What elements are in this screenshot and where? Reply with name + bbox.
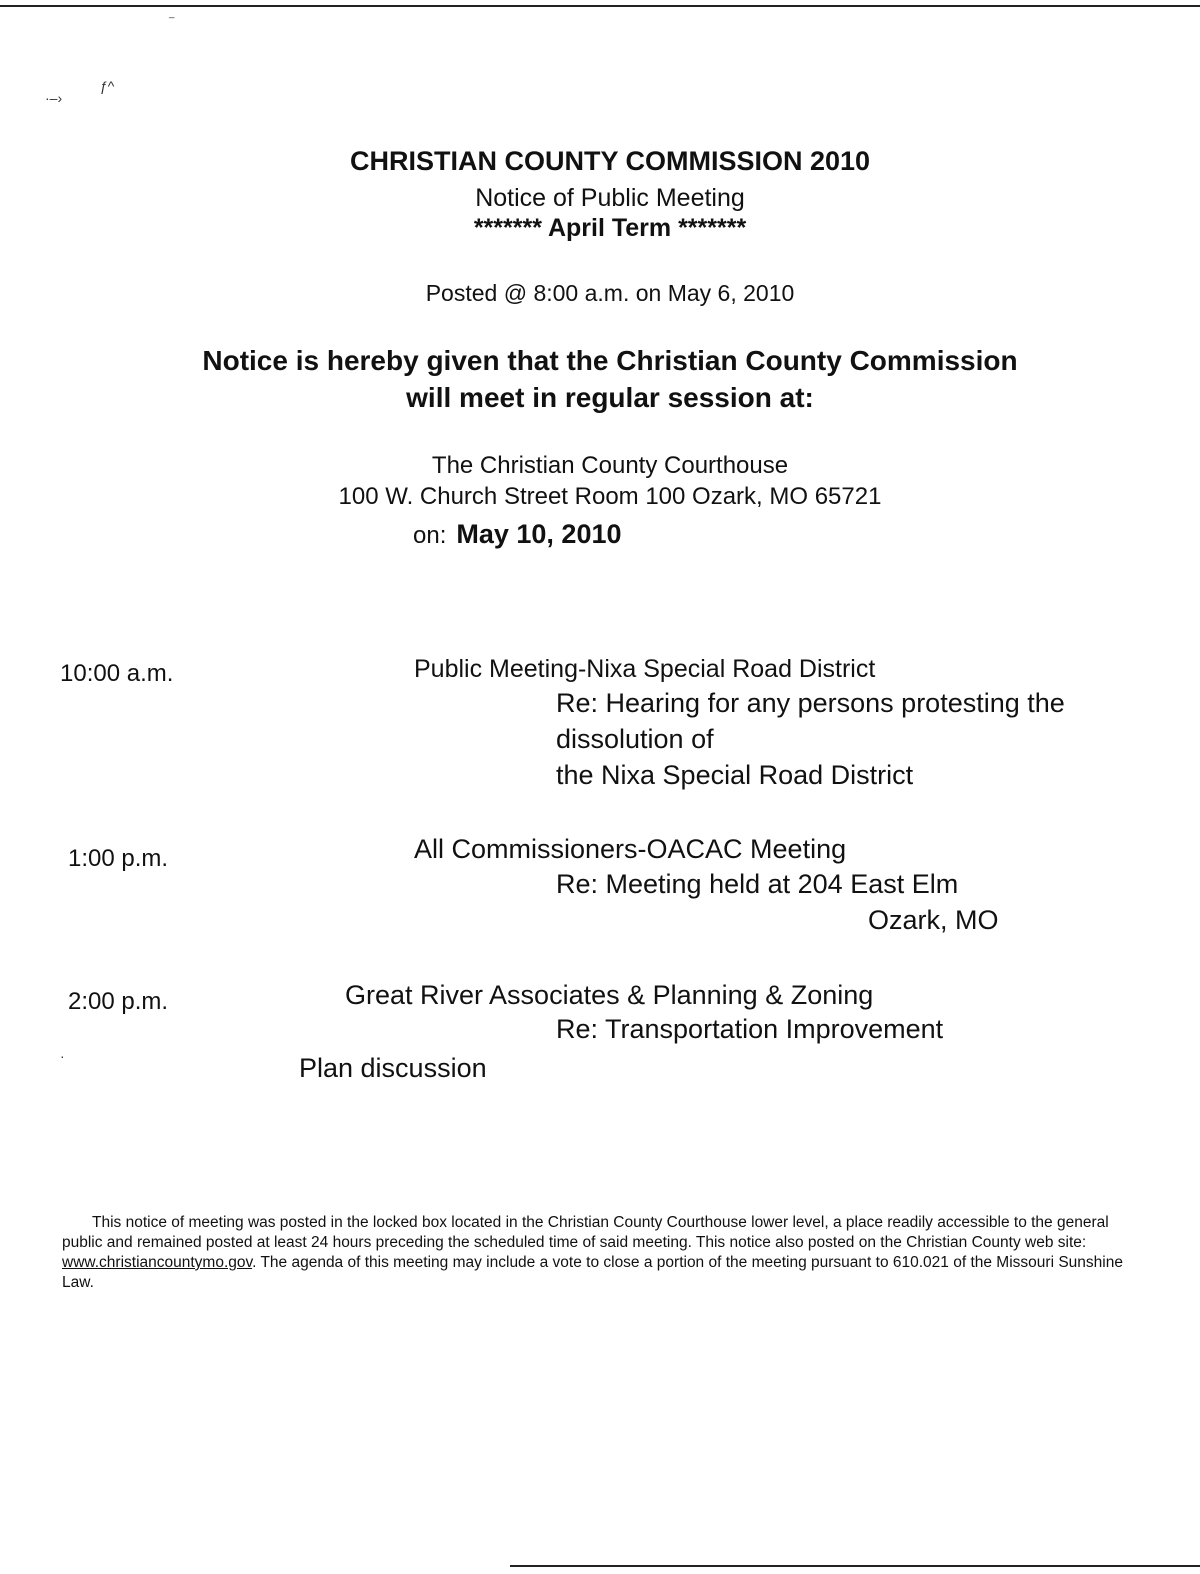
notice-line-1: Notice is hereby given that the Christian County Commission [202, 345, 1018, 376]
agenda-re-line: Re: Meeting held at 204 East Elm [556, 869, 959, 899]
on-label: on: [413, 522, 447, 549]
posting-notice-footer [62, 1213, 1142, 1293]
document-title: CHRISTIAN COUNTY COMMISSION 2010 [349, 146, 871, 176]
website-link[interactable]: www.christiancountymo.gov [62, 1254, 253, 1271]
agenda-time: 1:00 p.m. [68, 845, 169, 872]
posted-date: Posted @ 8:00 a.m. on May 6, 2010 [425, 280, 795, 306]
agenda-event: Great River Associates & Planning & Zoning [345, 980, 874, 1010]
scan-border-top [0, 5, 1200, 7]
agenda-re-line: Re: Hearing for any persons protesting the [556, 688, 1065, 718]
scan-speck: ·–› [45, 90, 63, 106]
scan-speck: ƒ^ [100, 78, 115, 94]
agenda-re-line: Plan discussion [299, 1053, 487, 1083]
location-building: The Christian County Courthouse [431, 452, 789, 479]
footer-text-end: . The agenda of this meeting may include a vote to close a portion of the meeting pursuant to 610.021 of the Missouri Sunshine Law. [62, 1254, 1123, 1291]
document-subtitle: Notice of Public Meeting [475, 184, 745, 212]
meeting-date-line [413, 519, 622, 550]
agenda-event: Public Meeting-Nixa Special Road District [414, 655, 876, 683]
meeting-date: May 10, 2010 [456, 519, 622, 549]
footer-text: This notice of meeting was posted in the locked box located in the Christian County Courthouse lower level, a place readily accessible to the general public and remained posted at least 24 hours preceding the scheduled time of said meeting. This notice also posted on the Christian County web site: [62, 1214, 1109, 1251]
scan-speck: ⁻ [168, 12, 176, 28]
agenda-time: 10:00 a.m. [60, 660, 174, 687]
agenda-re-line: Ozark, MO [868, 905, 999, 935]
agenda-re-line: the Nixa Special Road District [556, 760, 914, 790]
scan-speck: · [60, 1048, 65, 1064]
term-label: ******* April Term ******* [473, 214, 747, 242]
agenda-re-line: Re: Transportation Improvement [556, 1014, 944, 1044]
agenda-re-line: dissolution of [556, 724, 714, 754]
scan-border-bottom [510, 1565, 1200, 1567]
agenda-time: 2:00 p.m. [68, 988, 169, 1015]
agenda-event: All Commissioners-OACAC Meeting [414, 834, 847, 864]
location-address: 100 W. Church Street Room 100 Ozark, MO 65721 [338, 483, 882, 510]
notice-line-2: will meet in regular session at: [406, 382, 814, 413]
